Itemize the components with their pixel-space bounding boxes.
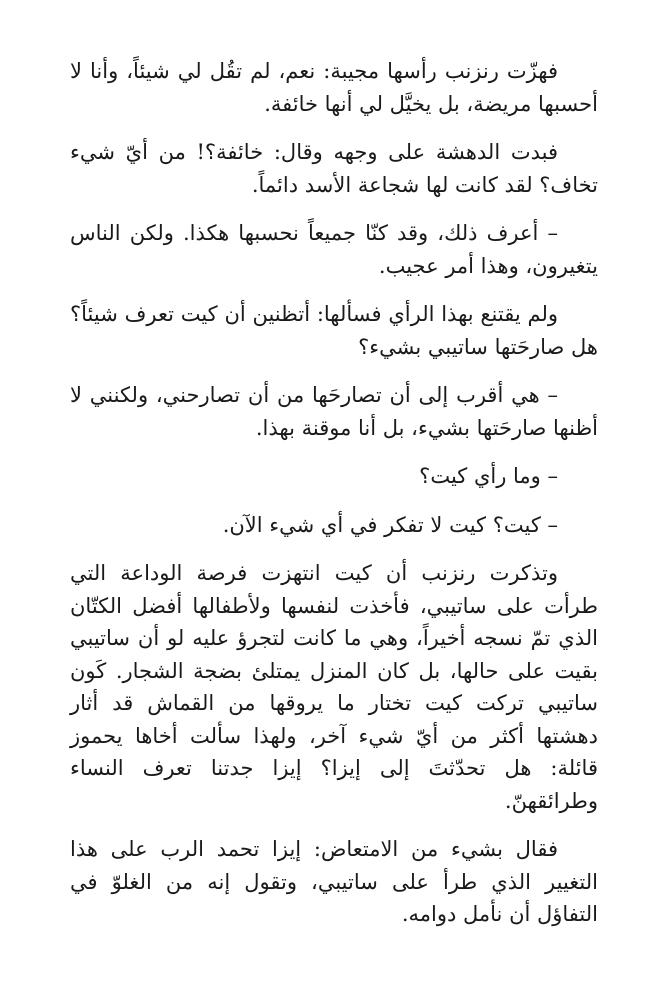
- dialog-line-2: – هي أقرب إلى أن تصارحَها من أن تصارحني، ولكنني لا أظنها صارحَتها بشيء، بل أنا موقنة بهذا.: [70, 383, 598, 440]
- paragraph-3: ولم يقتنع بهذا الرأي فسألها: أتظنين أن كيت تعرف شيئاً؟ هل صارحَتها ساتيبي بشيء؟: [70, 302, 598, 359]
- paragraph-4: وتذكرت رنزنب أن كيت انتهزت فرصة الوداعة التي طرأت على ساتيبي، فأخذت لنفسها ولأطفالها أفضل الكتّان الذي تمّ نسجه أخيراً، وهي ما كانت لتجرؤ عليه لو أن ساتيبي بقيت على حالها، بل كان المنزل يمتلئ بضجة الشجار. كَون ساتيبي تركت كيت تختار ما يروقها من القماش قد أثار دهشتها أكثر من أيّ شيء آخر، ولهذا سألت أخاها يحموز قائلة: هل تحدّثتَ إلى إيزا؟ إيزا جدتنا تعرف النساء وطرائقهنّ.: [70, 561, 598, 813]
- dialog-line-4: – كيت؟ كيت لا تفكر في أي شيء الآن.: [222, 512, 558, 537]
- paragraph-2: فبدت الدهشة على وجهه وقال: خائفة؟! من أيّ شيء تخاف؟ لقد كانت لها شجاعة الأسد دائماً.: [70, 140, 598, 197]
- dialog-line-1: – أعرف ذلك، وقد كنّا جميعاً نحسبها هكذا. ولكن الناس يتغيرون، وهذا أمر عجيب.: [70, 221, 598, 278]
- paragraph-1: فهزّت رنزنب رأسها مجيبة: نعم، لم تقُل لي شيئاً، وأنا لا أحسبها مريضة، بل يخيَّل لي أنها خائفة.: [70, 59, 598, 116]
- dialog-line-3: – وما رأي كيت؟: [419, 464, 558, 488]
- paragraph-5: فقال بشيء من الامتعاض: إيزا تحمد الرب على هذا التغيير الذي طرأ على ساتيبي، وتقول إنه من الغلوّ في التفاؤل أن نأمل دوامه.: [70, 837, 598, 926]
- book-page: [70, 55, 598, 985]
